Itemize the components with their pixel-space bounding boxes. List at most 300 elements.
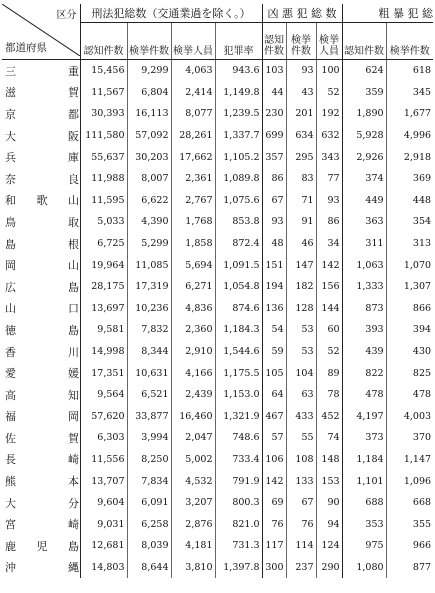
violent-arrests-cell: 182	[286, 276, 316, 298]
violent-recognized-cell: 467	[262, 406, 286, 428]
violent-persons-cell: 86	[316, 211, 342, 233]
rough-arrests-cell: 1,677	[403, 108, 432, 120]
violent-recognized-cell: 142	[262, 470, 286, 492]
crime-rate-cell: 1,105.2	[215, 146, 262, 168]
persons-cell: 2,876	[171, 513, 215, 535]
table-row	[2, 406, 433, 428]
violent-recognized-cell: 48	[262, 233, 286, 255]
recognized-cell: 6,303	[80, 427, 127, 449]
violent-recognized-cell: 136	[262, 298, 286, 320]
arrests-cell: 6,091	[127, 492, 171, 514]
violent-arrests-cell: 201	[286, 103, 316, 125]
violent-arrests-cell: 108	[286, 449, 316, 471]
rough-arrests-cell: 4,996	[403, 130, 432, 142]
rough-arrests-cell: 866	[412, 302, 432, 314]
arrests-cell: 17,319	[127, 276, 171, 298]
col-rate-header: 犯罪率	[215, 23, 262, 60]
rough-recognized-cell: 5,928	[342, 125, 386, 147]
arrests-cell: 30,203	[127, 146, 171, 168]
table-row	[2, 557, 433, 579]
crime-rate-cell: 1,175.5	[215, 362, 262, 384]
arrests-cell: 8,644	[127, 557, 171, 579]
crime-rate-cell: 748.6	[215, 427, 262, 449]
rough-arrests-cell: 370	[412, 432, 432, 444]
prefecture-cell	[2, 449, 80, 471]
rough-arrests-cell: 448	[412, 194, 432, 206]
violent-persons-cell: 192	[316, 103, 342, 125]
violent-persons-cell: 52	[316, 82, 342, 104]
prefecture-cell	[2, 535, 80, 557]
col-recognized-header: 認知件数	[80, 23, 127, 60]
violent-recognized-cell: 54	[262, 319, 286, 341]
prefecture-cell	[2, 557, 80, 579]
violent-arrests-cell: 91	[286, 211, 316, 233]
persons-cell: 16,460	[171, 406, 215, 428]
rough-recognized-cell: 1,101	[342, 470, 386, 492]
prefecture-name: 佐 賀	[5, 431, 79, 445]
rough-recognized-cell: 311	[342, 233, 386, 255]
recognized-cell: 9,564	[80, 384, 127, 406]
table-row	[2, 190, 433, 212]
prefecture-name: 大 分	[5, 496, 79, 510]
rough-recognized-cell: 4,197	[342, 406, 386, 428]
recognized-cell: 9,581	[80, 319, 127, 341]
violent-persons-cell: 34	[316, 233, 342, 255]
prefecture-name: 高 知	[5, 388, 79, 402]
rough-arrests-cell: 877	[412, 561, 432, 573]
prefecture-cell	[2, 168, 80, 190]
prefecture-cell	[2, 384, 80, 406]
rough-arrests-cell: 825	[412, 367, 432, 379]
rough-recognized-cell: 624	[342, 60, 386, 82]
table-row	[2, 276, 433, 298]
rough-recognized-cell: 1,063	[342, 254, 386, 276]
crime-rate-cell: 731.3	[215, 535, 262, 557]
violent-persons-cell: 74	[316, 427, 342, 449]
violent-arrests-cell: 133	[286, 470, 316, 492]
violent-recognized-cell: 106	[262, 449, 286, 471]
violent-persons-cell: 52	[316, 341, 342, 363]
violent-persons-cell: 93	[316, 190, 342, 212]
rough-recognized-cell: 353	[342, 513, 386, 535]
rough-recognized-cell: 373	[342, 427, 386, 449]
prefecture-name: 島 根	[5, 237, 79, 251]
group-header-penal-total: 刑法犯総数（交通業過を除く。）	[80, 4, 262, 23]
rough-arrests-cell: 1,147	[403, 453, 432, 465]
arrests-cell: 6,804	[127, 82, 171, 104]
persons-cell: 4,166	[171, 362, 215, 384]
rough-arrests-cell: 618	[412, 65, 432, 77]
prefecture-cell	[2, 233, 80, 255]
violent-persons-cell: 144	[316, 298, 342, 320]
crime-rate-cell: 872.4	[215, 233, 262, 255]
rough-recognized-cell: 822	[342, 362, 386, 384]
violent-persons-cell: 124	[316, 535, 342, 557]
violent-arrests-cell: 53	[286, 319, 316, 341]
crime-rate-cell: 874.6	[215, 298, 262, 320]
arrests-cell: 11,085	[127, 254, 171, 276]
arrests-cell: 8,250	[127, 449, 171, 471]
recognized-cell: 17,351	[80, 362, 127, 384]
violent-recognized-cell: 105	[262, 362, 286, 384]
crime-rate-cell: 1,153.0	[215, 384, 262, 406]
persons-cell: 3,810	[171, 557, 215, 579]
prefecture-name: 沖 縄	[5, 561, 79, 575]
table-row	[2, 384, 433, 406]
rough-recognized-cell: 975	[342, 535, 386, 557]
violent-persons-cell: 156	[316, 276, 342, 298]
violent-persons-cell: 153	[316, 470, 342, 492]
violent-recognized-cell: 86	[262, 168, 286, 190]
recognized-cell: 13,707	[80, 470, 127, 492]
rough-arrests-cell: 2,918	[403, 151, 432, 163]
crime-statistics-table	[2, 4, 433, 578]
recognized-cell: 11,567	[80, 82, 127, 104]
violent-recognized-cell: 69	[262, 492, 286, 514]
crime-rate-cell: 1,091.5	[215, 254, 262, 276]
arrests-cell: 7,832	[127, 319, 171, 341]
violent-recognized-cell: 230	[262, 103, 286, 125]
recognized-cell: 14,998	[80, 341, 127, 363]
rough-recognized-cell: 478	[342, 384, 386, 406]
arrests-cell: 8,039	[127, 535, 171, 557]
violent-recognized-cell: 357	[262, 146, 286, 168]
table-body	[2, 60, 433, 579]
prefecture-cell	[2, 298, 80, 320]
prefecture-cell	[2, 362, 80, 384]
violent-recognized-cell: 117	[262, 535, 286, 557]
rough-arrests-cell: 966	[412, 540, 432, 552]
rough-arrests-cell: 1,307	[403, 281, 432, 293]
arrests-cell: 57,092	[127, 125, 171, 147]
persons-cell: 4,181	[171, 535, 215, 557]
violent-persons-cell: 148	[316, 449, 342, 471]
table-row	[2, 254, 433, 276]
group-header-rough-total: 粗 暴 犯 総	[342, 4, 433, 23]
recognized-cell: 14,803	[80, 557, 127, 579]
crime-rate-cell: 853.8	[215, 211, 262, 233]
violent-arrests-cell: 237	[286, 557, 316, 579]
table-row	[2, 449, 433, 471]
persons-cell: 17,662	[171, 146, 215, 168]
violent-arrests-cell: 147	[286, 254, 316, 276]
arrests-cell: 5,299	[127, 233, 171, 255]
table-row	[2, 211, 433, 233]
prefecture-cell	[2, 211, 80, 233]
persons-cell: 4,063	[171, 60, 215, 82]
arrests-cell: 8,007	[127, 168, 171, 190]
recognized-cell: 11,988	[80, 168, 127, 190]
crime-rate-cell: 733.4	[215, 449, 262, 471]
crime-rate-cell: 1,054.8	[215, 276, 262, 298]
violent-arrests-cell: 46	[286, 233, 316, 255]
prefecture-cell	[2, 125, 80, 147]
arrests-cell: 7,834	[127, 470, 171, 492]
arrests-cell: 10,236	[127, 298, 171, 320]
persons-cell: 28,261	[171, 125, 215, 147]
crime-rate-cell: 821.0	[215, 513, 262, 535]
persons-cell: 5,002	[171, 449, 215, 471]
table-row	[2, 103, 433, 125]
prefecture-name: 奈 良	[5, 172, 79, 186]
violent-arrests-cell: 43	[286, 82, 316, 104]
prefecture-cell	[2, 82, 80, 104]
violent-recognized-cell: 300	[262, 557, 286, 579]
recognized-cell: 12,681	[80, 535, 127, 557]
violent-arrests-cell: 433	[286, 406, 316, 428]
rough-recognized-cell: 1,333	[342, 276, 386, 298]
crime-rate-cell: 1,149.8	[215, 82, 262, 104]
prefecture-name: 鳥 取	[5, 215, 79, 229]
violent-arrests-cell: 63	[286, 384, 316, 406]
violent-arrests-cell: 55	[286, 427, 316, 449]
table-row	[2, 535, 433, 557]
rough-arrests-cell: 313	[412, 238, 432, 250]
persons-cell: 2,767	[171, 190, 215, 212]
persons-cell: 2,047	[171, 427, 215, 449]
persons-cell: 2,360	[171, 319, 215, 341]
arrests-cell: 9,299	[127, 60, 171, 82]
recognized-cell: 5,033	[80, 211, 127, 233]
violent-persons-cell: 90	[316, 492, 342, 514]
persons-cell: 1,768	[171, 211, 215, 233]
table-row	[2, 298, 433, 320]
arrests-cell: 3,994	[127, 427, 171, 449]
violent-recognized-cell: 699	[262, 125, 286, 147]
arrests-cell: 16,113	[127, 103, 171, 125]
rough-recognized-cell: 363	[342, 211, 386, 233]
rough-arrests-cell: 1,096	[403, 475, 432, 487]
table-row	[2, 125, 433, 147]
prefecture-name: 長 崎	[5, 453, 79, 467]
prefecture-name: 三 重	[5, 64, 79, 78]
persons-cell: 2,910	[171, 341, 215, 363]
recognized-cell: 55,637	[80, 146, 127, 168]
table-header	[2, 4, 433, 60]
rough-arrests-cell: 345	[412, 86, 432, 98]
group-header-violent-total: 凶 悪 犯 総 数	[262, 4, 342, 23]
table-row	[2, 427, 433, 449]
violent-arrests-cell: 83	[286, 168, 316, 190]
violent-arrests-cell: 93	[286, 60, 316, 82]
violent-persons-cell: 60	[316, 319, 342, 341]
col-violent-persons-header: 検挙 人員	[316, 23, 342, 60]
violent-persons-cell: 452	[316, 406, 342, 428]
prefecture-cell	[2, 276, 80, 298]
prefecture-name: 山 口	[5, 302, 79, 316]
persons-cell: 2,439	[171, 384, 215, 406]
crime-rate-cell: 1,089.8	[215, 168, 262, 190]
violent-persons-cell: 290	[316, 557, 342, 579]
violent-persons-cell: 89	[316, 362, 342, 384]
arrests-cell: 6,258	[127, 513, 171, 535]
crime-rate-cell: 1,544.6	[215, 341, 262, 363]
table-row	[2, 341, 433, 363]
prefecture-cell	[2, 406, 80, 428]
violent-persons-cell: 343	[316, 146, 342, 168]
violent-recognized-cell: 57	[262, 427, 286, 449]
rough-arrests-cell: 668	[412, 497, 432, 509]
persons-cell: 1,858	[171, 233, 215, 255]
persons-cell: 2,361	[171, 168, 215, 190]
violent-recognized-cell: 64	[262, 384, 286, 406]
crime-rate-cell: 1,321.9	[215, 406, 262, 428]
violent-recognized-cell: 67	[262, 190, 286, 212]
table-row	[2, 492, 433, 514]
table-row	[2, 82, 433, 104]
rough-recognized-cell: 1,184	[342, 449, 386, 471]
violent-arrests-cell: 634	[286, 125, 316, 147]
prefecture-cell	[2, 427, 80, 449]
header-category-label: 区分	[56, 10, 77, 21]
crime-rate-cell: 791.9	[215, 470, 262, 492]
recognized-cell: 9,031	[80, 513, 127, 535]
violent-recognized-cell: 59	[262, 341, 286, 363]
table-row	[2, 168, 433, 190]
rough-arrests-cell: 355	[412, 518, 432, 530]
violent-recognized-cell: 151	[262, 254, 286, 276]
prefecture-cell	[2, 470, 80, 492]
prefecture-name: 広 島	[5, 280, 79, 294]
rough-recognized-cell: 2,926	[342, 146, 386, 168]
arrests-cell: 8,344	[127, 341, 171, 363]
recognized-cell: 11,556	[80, 449, 127, 471]
prefecture-name: 大 阪	[5, 129, 79, 143]
rough-recognized-cell: 873	[342, 298, 386, 320]
persons-cell: 4,532	[171, 470, 215, 492]
recognized-cell: 15,456	[80, 60, 127, 82]
recognized-cell: 30,393	[80, 103, 127, 125]
arrests-cell: 6,521	[127, 384, 171, 406]
prefecture-name: 福 岡	[5, 410, 79, 424]
violent-recognized-cell: 93	[262, 211, 286, 233]
recognized-cell: 9,604	[80, 492, 127, 514]
prefecture-cell	[2, 254, 80, 276]
prefecture-cell	[2, 513, 80, 535]
recognized-cell: 111,580	[80, 125, 127, 147]
crime-rate-cell: 1,397.8	[215, 557, 262, 579]
violent-persons-cell: 142	[316, 254, 342, 276]
crime-rate-cell: 1,239.5	[215, 103, 262, 125]
prefecture-cell	[2, 341, 80, 363]
violent-arrests-cell: 104	[286, 362, 316, 384]
table-row	[2, 319, 433, 341]
table-row	[2, 470, 433, 492]
prefecture-name: 鹿 児 島	[5, 539, 79, 553]
rough-recognized-cell: 1,890	[342, 103, 386, 125]
prefecture-name: 愛 媛	[5, 367, 79, 381]
crime-rate-cell: 1,184.3	[215, 319, 262, 341]
prefecture-cell	[2, 146, 80, 168]
prefecture-name: 兵 庫	[5, 151, 79, 165]
rough-recognized-cell: 449	[342, 190, 386, 212]
recognized-cell: 6,725	[80, 233, 127, 255]
table-row	[2, 233, 433, 255]
persons-cell: 5,694	[171, 254, 215, 276]
arrests-cell: 6,622	[127, 190, 171, 212]
violent-persons-cell: 632	[316, 125, 342, 147]
col-rough-arrests-header: 検挙件数	[386, 23, 433, 60]
violent-persons-cell: 78	[316, 384, 342, 406]
prefecture-cell	[2, 319, 80, 341]
recognized-cell: 28,175	[80, 276, 127, 298]
violent-recognized-cell: 44	[262, 82, 286, 104]
violent-arrests-cell: 114	[286, 535, 316, 557]
rough-arrests-cell: 430	[412, 346, 432, 358]
violent-persons-cell: 100	[316, 60, 342, 82]
arrests-cell: 10,631	[127, 362, 171, 384]
arrests-cell: 33,877	[127, 406, 171, 428]
rough-recognized-cell: 1,080	[342, 557, 386, 579]
persons-cell: 3,207	[171, 492, 215, 514]
recognized-cell: 57,620	[80, 406, 127, 428]
violent-arrests-cell: 71	[286, 190, 316, 212]
violent-arrests-cell: 76	[286, 513, 316, 535]
prefecture-name: 宮 崎	[5, 518, 79, 532]
table-row	[2, 146, 433, 168]
prefecture-name: 岡 山	[5, 259, 79, 273]
crime-rate-cell: 800.3	[215, 492, 262, 514]
prefecture-name: 和 歌 山	[5, 194, 79, 208]
recognized-cell: 13,697	[80, 298, 127, 320]
violent-recognized-cell: 103	[262, 60, 286, 82]
prefecture-name: 京 都	[5, 107, 79, 121]
header-corner-cell	[2, 4, 80, 60]
rough-recognized-cell: 374	[342, 168, 386, 190]
violent-arrests-cell: 128	[286, 298, 316, 320]
crime-rate-cell: 943.6	[215, 60, 262, 82]
violent-persons-cell: 77	[316, 168, 342, 190]
prefecture-cell	[2, 103, 80, 125]
violent-recognized-cell: 76	[262, 513, 286, 535]
prefecture-name: 熊 本	[5, 475, 79, 489]
rough-arrests-cell: 4,003	[403, 410, 432, 422]
rough-recognized-cell: 359	[342, 82, 386, 104]
prefecture-cell	[2, 190, 80, 212]
prefecture-cell	[2, 492, 80, 514]
crime-rate-cell: 1,337.7	[215, 125, 262, 147]
rough-arrests-cell: 354	[412, 216, 432, 228]
recognized-cell: 11,595	[80, 190, 127, 212]
col-violent-arrests-header: 検挙 件数	[286, 23, 316, 60]
violent-arrests-cell: 295	[286, 146, 316, 168]
arrests-cell: 4,390	[127, 211, 171, 233]
rough-recognized-cell: 688	[342, 492, 386, 514]
persons-cell: 4,836	[171, 298, 215, 320]
table-row	[2, 60, 433, 82]
persons-cell: 8,077	[171, 103, 215, 125]
violent-persons-cell: 94	[316, 513, 342, 535]
col-rough-recognized-header: 認知件数	[342, 23, 386, 60]
crime-rate-cell: 1,075.6	[215, 190, 262, 212]
violent-recognized-cell: 194	[262, 276, 286, 298]
prefecture-cell	[2, 60, 80, 82]
col-persons-header: 検挙人員	[171, 23, 215, 60]
prefecture-name: 滋 賀	[5, 86, 79, 100]
rough-arrests-cell: 1,070	[403, 259, 432, 271]
persons-cell: 2,414	[171, 82, 215, 104]
rough-recognized-cell: 439	[342, 341, 386, 363]
table-row	[2, 513, 433, 535]
prefecture-name: 香 川	[5, 345, 79, 359]
rough-arrests-cell: 394	[412, 324, 432, 336]
rough-arrests-cell: 369	[412, 173, 432, 185]
rough-recognized-cell: 393	[342, 319, 386, 341]
table-row	[2, 362, 433, 384]
persons-cell: 6,271	[171, 276, 215, 298]
rough-arrests-cell: 478	[412, 389, 432, 401]
violent-arrests-cell: 53	[286, 341, 316, 363]
